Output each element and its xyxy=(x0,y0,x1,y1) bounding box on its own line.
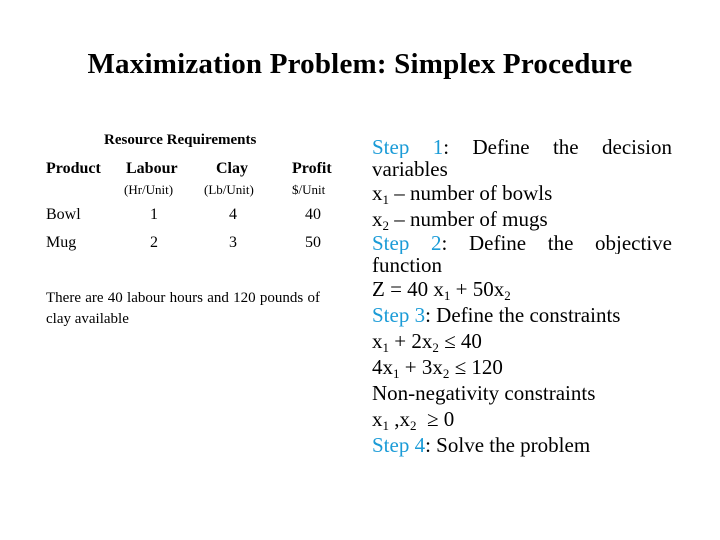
step3-label: Step 3 xyxy=(372,303,426,327)
step1-text: : Define the decision xyxy=(443,136,672,158)
row-profit: 50 xyxy=(305,234,321,251)
step4-label: Step 4 xyxy=(372,433,426,457)
step1-cont: variables xyxy=(372,157,448,181)
step4-line xyxy=(372,432,672,458)
step2-line xyxy=(372,232,672,254)
col-unit-labour: (Hr/Unit) xyxy=(124,182,174,197)
col-unit-clay: (Lb/Unit) xyxy=(204,182,254,197)
col-header-labour: Labour xyxy=(126,160,178,177)
row-labour: 1 xyxy=(150,206,158,223)
row-product: Mug xyxy=(46,234,77,251)
constraint-clay: $4x_1 + 3x_2 \le 120$ xyxy=(372,355,503,381)
nonnegativity-constraint: $x_1$ $,x_2 \ge 0$ xyxy=(372,407,455,433)
col-header-profit: Profit xyxy=(292,160,332,177)
step1-line xyxy=(372,136,672,158)
col-header-product: Product xyxy=(46,160,101,177)
row-labour: 2 xyxy=(150,234,158,251)
row-clay: 4 xyxy=(229,206,237,223)
step2-label: Step 2 xyxy=(372,232,442,254)
row-product: Bowl xyxy=(46,206,81,223)
constraint-labour: $x_1 + 2x_2 \le 40$ xyxy=(372,329,482,355)
step3-text: : Define the constraints xyxy=(425,303,621,327)
step2-cont: function xyxy=(372,253,442,277)
step1-label: Step 1 xyxy=(372,136,444,158)
steps-panel xyxy=(372,136,672,458)
x2-definition: $x_2$ – number of mugs xyxy=(372,207,548,233)
slide-title: Maximization Problem: Simplex Procedure xyxy=(87,48,633,80)
row-clay: 3 xyxy=(229,234,237,251)
availability-note: There are 40 labour hours and 120 pounds of clay available xyxy=(46,290,320,327)
objective-function: Z = 40 $x_1 + 50x_2$ xyxy=(372,277,511,303)
group-header: Resource Requirements xyxy=(104,132,257,148)
col-unit-profit: $/Unit xyxy=(292,182,326,197)
step4-text: : Solve the problem xyxy=(425,433,591,457)
x1-definition: $x_1$ – number of bowls xyxy=(372,181,553,207)
step2-text: : Define the objective xyxy=(441,232,672,254)
row-profit: 40 xyxy=(305,206,321,223)
col-header-clay: Clay xyxy=(216,160,248,177)
step3-line xyxy=(372,302,672,328)
nonnegativity-heading: Non-negativity constraints xyxy=(372,381,596,405)
